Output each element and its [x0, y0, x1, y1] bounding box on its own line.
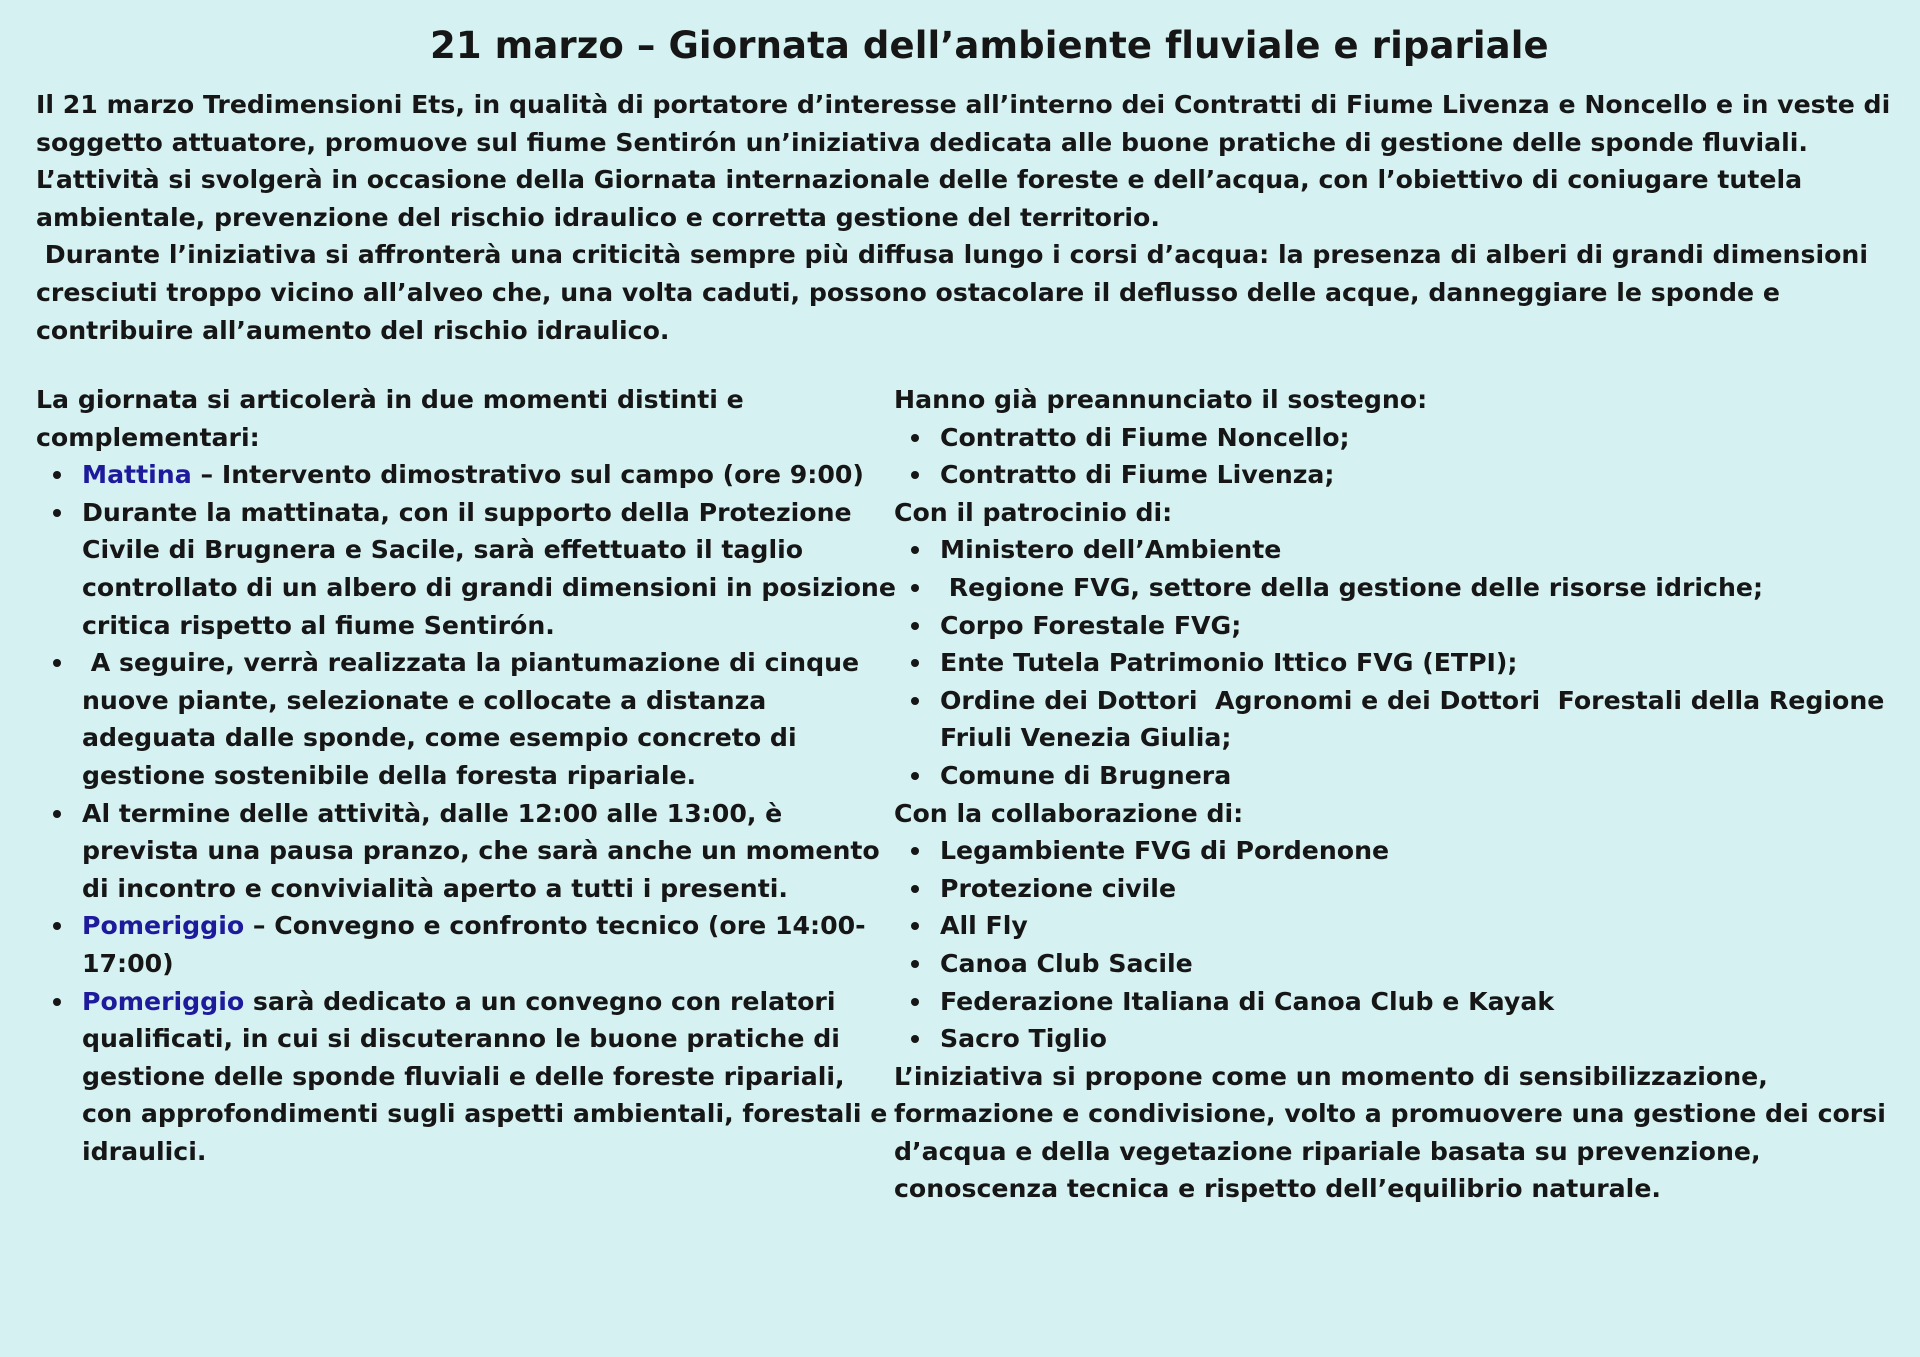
- intro-paragraph-3: Durante l’iniziativa si affronterà una criticità sempre più diffusa lungo i corsi d’acqua: la presenza di alberi di grandi dimensioni cresciuti troppo vicino all’alveo che, una volta caduti, possono ostacolare il deflusso delle acque, danneggiare le sponde e contribuire all’aumento del rischio idraulico.: [36, 240, 1877, 345]
- support-item: Contratto di Fiume Livenza;: [940, 456, 1894, 494]
- collaboration-item: Canoa Club Sacile: [940, 945, 1894, 983]
- support-item: Contratto di Fiume Noncello;: [940, 419, 1894, 457]
- program-item-tree-cut: [82, 494, 896, 644]
- patronage-item: Ordine dei Dottori Agronomi e dei Dottori Forestali della Regione Friuli Venezia Giulia;: [940, 682, 1894, 757]
- program-item-text: – Convegno e confronto tecnico (ore 14:00-17:00): [82, 911, 866, 978]
- program-item-text: Al termine delle attività, dalle 12:00 alle 13:00, è prevista una pausa pranzo, che sarà anche un momento di incontro e convivialità aperto a tutti i presenti.: [82, 798, 880, 903]
- program-item-text: A seguire, verrà realizzata la piantumazione di cinque nuove piante, selezionate e collocate a distanza adeguata dalle sponde, come esempio concreto di gestione sostenibile della foresta ripariale.: [82, 648, 868, 790]
- collaboration-heading: Con la collaborazione di:: [894, 798, 1244, 828]
- closing-paragraph: L’iniziativa si propone come un momento di sensibilizzazione, formazione e condivisione, volto a promuovere una gestione dei corsi d’acqua e della vegetazione ripariale basata su prevenzione, conoscenza tecnica e rispetto dell’equilibrio naturale.: [894, 1061, 1886, 1204]
- collaboration-item: Federazione Italiana di Canoa Club e Kayak: [940, 983, 1894, 1021]
- patronage-list: [894, 531, 1894, 794]
- intro-paragraph-1: Il 21 marzo Tredimensioni Ets, in qualità di portatore d’interesse all’interno dei Contratti di Fiume Livenza e Noncello e in veste di soggetto attuatore, promuove sul fiume Sentirón un’iniziativa dedicata alle buone pratiche di gestione delle sponde fluviali.: [36, 90, 1891, 157]
- program-item-text: sarà dedicato a un convegno con relatori qualificati, in cui si discuteranno le buone pratiche di gestione delle sponde fluviali e delle foreste ripariali, con approfondimenti sugli aspetti ambientali, forestali e idraulici.: [82, 986, 888, 1166]
- program-item-planting: [82, 644, 896, 794]
- page-title: 21 marzo – Giornata dell’ambiente fluviale e ripariale: [430, 24, 1549, 67]
- program-item-text: Durante la mattinata, con il supporto della Protezione Civile di Brugnera e Sacile, sarà effettuato il taglio controllato di un albero di grandi dimensioni in posizione critica rispetto al fiume Sentirón.: [82, 497, 896, 640]
- program-item-conference: [82, 983, 896, 1171]
- program-item-afternoon: [82, 907, 896, 982]
- partners-column: [894, 381, 1894, 1208]
- patronage-item: Regione FVG, settore della gestione delle risorse idriche;: [940, 569, 1894, 607]
- patronage-heading: Con il patrocinio di:: [894, 497, 1173, 527]
- intro-paragraph-2: L’attività si svolgerà in occasione della Giornata internazionale delle foreste e dell’acqua, con l’obiettivo di coniugare tutela ambientale, prevenzione del rischio idraulico e corretta gestione del territorio.: [36, 165, 1803, 232]
- collaboration-item: Legambiente FVG di Pordenone: [940, 832, 1894, 870]
- program-column: [36, 381, 896, 1170]
- patronage-item: Ente Tutela Patrimonio Ittico FVG (ETPI);: [940, 644, 1894, 682]
- program-item-accent: Pomeriggio: [82, 986, 245, 1016]
- program-item-accent: Mattina: [82, 460, 192, 490]
- support-list: [894, 419, 1894, 494]
- patronage-item: Ministero dell’Ambiente: [940, 531, 1894, 569]
- support-heading: Hanno già preannunciato il sostegno:: [894, 385, 1428, 414]
- collaboration-item: Protezione civile: [940, 870, 1894, 908]
- program-item-accent: Pomeriggio: [82, 911, 245, 941]
- collaboration-item: All Fly: [940, 907, 1894, 945]
- program-heading: La giornata si articolerà in due momenti distinti e complementari:: [36, 385, 744, 452]
- program-item-text: – Intervento dimostrativo sul campo (ore 9:00): [191, 460, 864, 490]
- program-list: [36, 456, 896, 1170]
- program-item-morning: [82, 456, 896, 494]
- patronage-item: Comune di Brugnera: [940, 757, 1894, 795]
- intro-section: [36, 86, 1896, 349]
- collaboration-list: [894, 832, 1894, 1058]
- program-item-lunch: [82, 795, 896, 908]
- patronage-item: Corpo Forestale FVG;: [940, 607, 1894, 645]
- collaboration-item: Sacro Tiglio: [940, 1020, 1894, 1058]
